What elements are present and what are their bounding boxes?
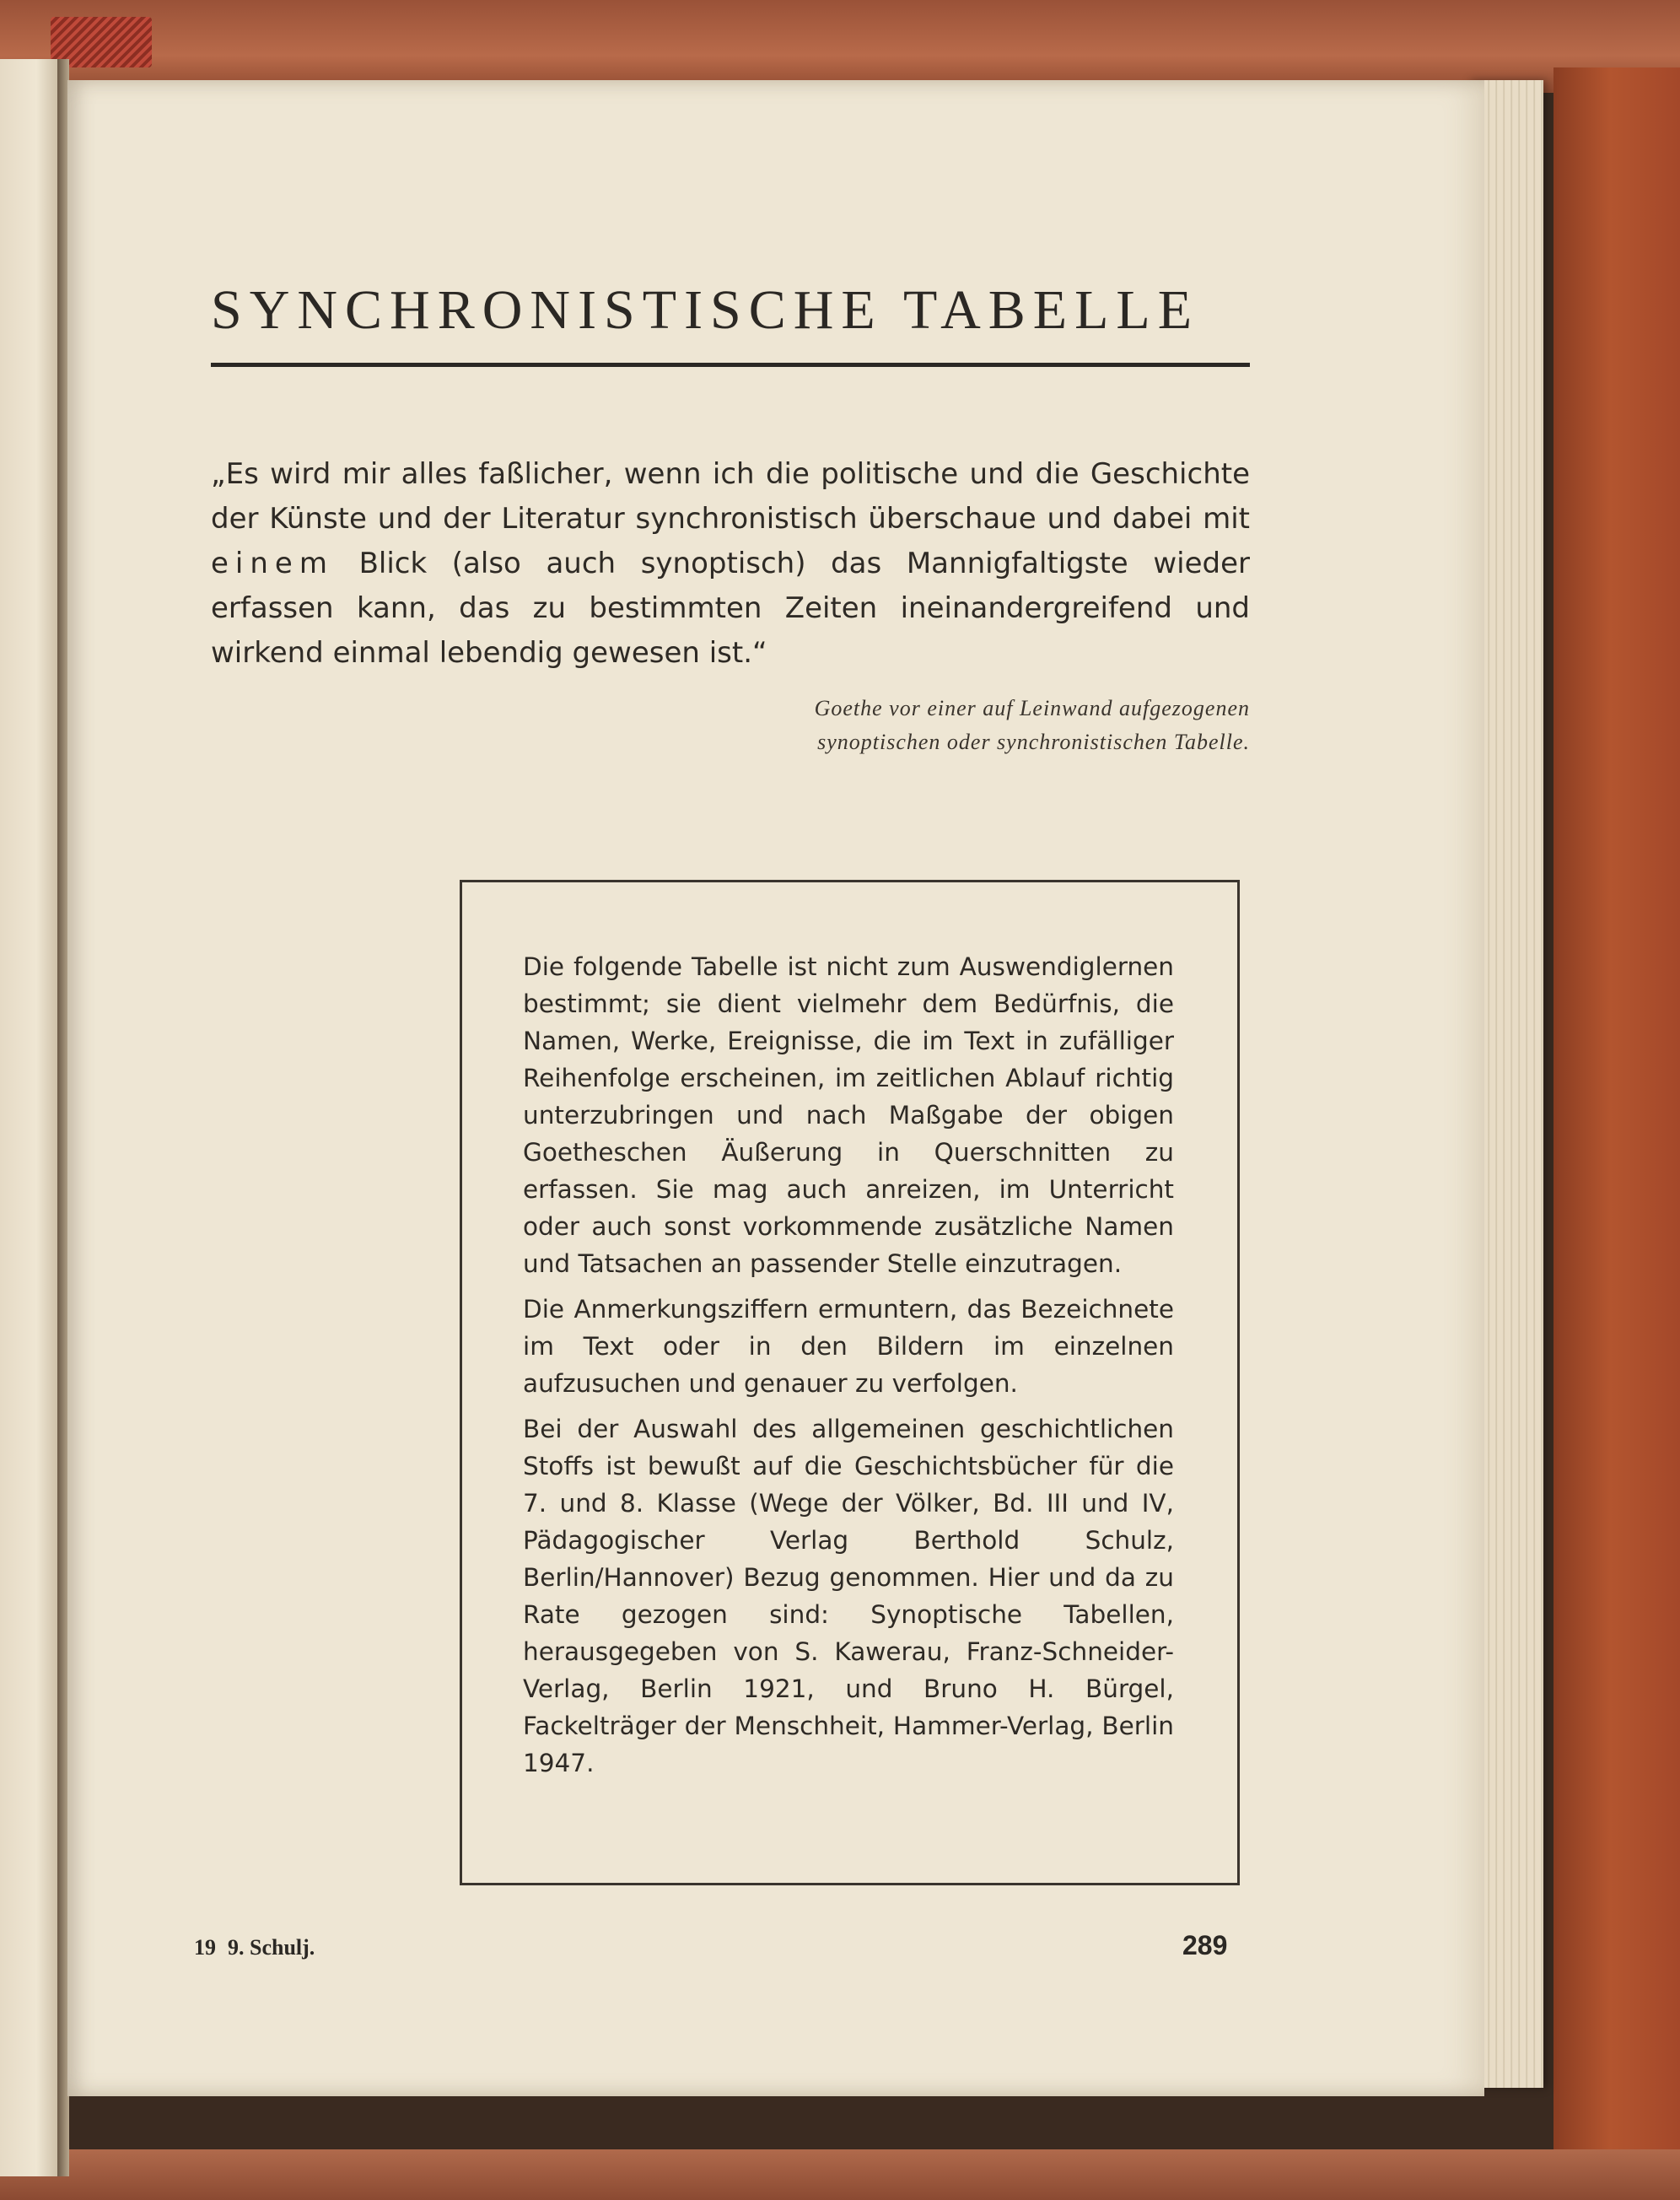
book-cover-bottom xyxy=(0,2149,1680,2200)
title-rule xyxy=(211,363,1250,367)
signature-mark xyxy=(194,1935,326,1960)
note-paragraph-2: Die Anmerkungsziffern ermuntern, das Bezeichnete im Text oder in den Bildern im einzelnen aufzusuchen und genauer zu verfolgen. xyxy=(523,1295,1174,1398)
quote-emphasis: einem xyxy=(211,547,334,580)
note-paragraph-3: Bei der Auswahl des allgemeinen geschichtlichen Stoffs ist bewußt auf die Geschichtsbücher für die 7. und 8. Klasse (Wege der Völker, Bd. III und IV, Pädagogischer Verlag Berthold Schulz, Berlin/Hannover) Bezug genommen. Hier und da zu Rate gezogen sind: Synoptische Tabellen, herausgegeben von S. Kawerau, Franz-Schneider-Verlag, Berlin 1921, und Bruno H. Bürgel, Fackelträger der Menschheit, Hammer-Verlag, Berlin 1947. xyxy=(523,1415,1174,1777)
quote-text-start: „Es wird mir alles faßlicher, wenn ich die politische und die Geschichte der Künste und der Literatur synchronistisch überschaue und dabei mit xyxy=(211,457,1250,536)
book-cover-top xyxy=(0,0,1680,93)
signature-text: 9. Schulj. xyxy=(228,1935,315,1960)
quote-attribution xyxy=(590,692,1250,759)
note-paragraph-1: Die folgende Tabelle ist nicht zum Auswendiglernen bestimmt; sie dient vielmehr dem Bedürfnis, die Namen, Werke, Ereignisse, die im Text in zufälliger Reihenfolge erscheinen, im zeitlichen Ablauf richtig unterzubringen und nach Maßgabe der obigen Goetheschen Äußerung in Querschnitten zu erfassen. Sie mag auch anreizen, im Unterricht oder auch sonst vorkommende zusätzliche Namen und Tatsachen an passender Stelle einzutragen. xyxy=(523,952,1174,1278)
signature-number: 19 xyxy=(194,1935,216,1960)
attribution-line-1: Goethe vor einer auf Leinwand aufgezogenen xyxy=(814,696,1250,720)
note-box-text xyxy=(523,948,1174,1790)
attribution-line-2: synoptischen oder synchronistischen Tabelle. xyxy=(817,730,1250,754)
book-cover-right xyxy=(1553,67,1680,2200)
page-title: SYNCHRONISTISCHE TABELLE xyxy=(211,279,1200,341)
goethe-quote xyxy=(211,452,1250,676)
page-number: 289 xyxy=(1182,1930,1228,1960)
quote-text-end: Blick (also auch synoptisch) das Mannigfaltigste wieder erfassen kann, das zu bestimmten Zeiten ineinandergreifend und wirkend einmal lebendig gewesen ist.“ xyxy=(211,547,1250,670)
facing-page-edge xyxy=(0,59,61,2176)
